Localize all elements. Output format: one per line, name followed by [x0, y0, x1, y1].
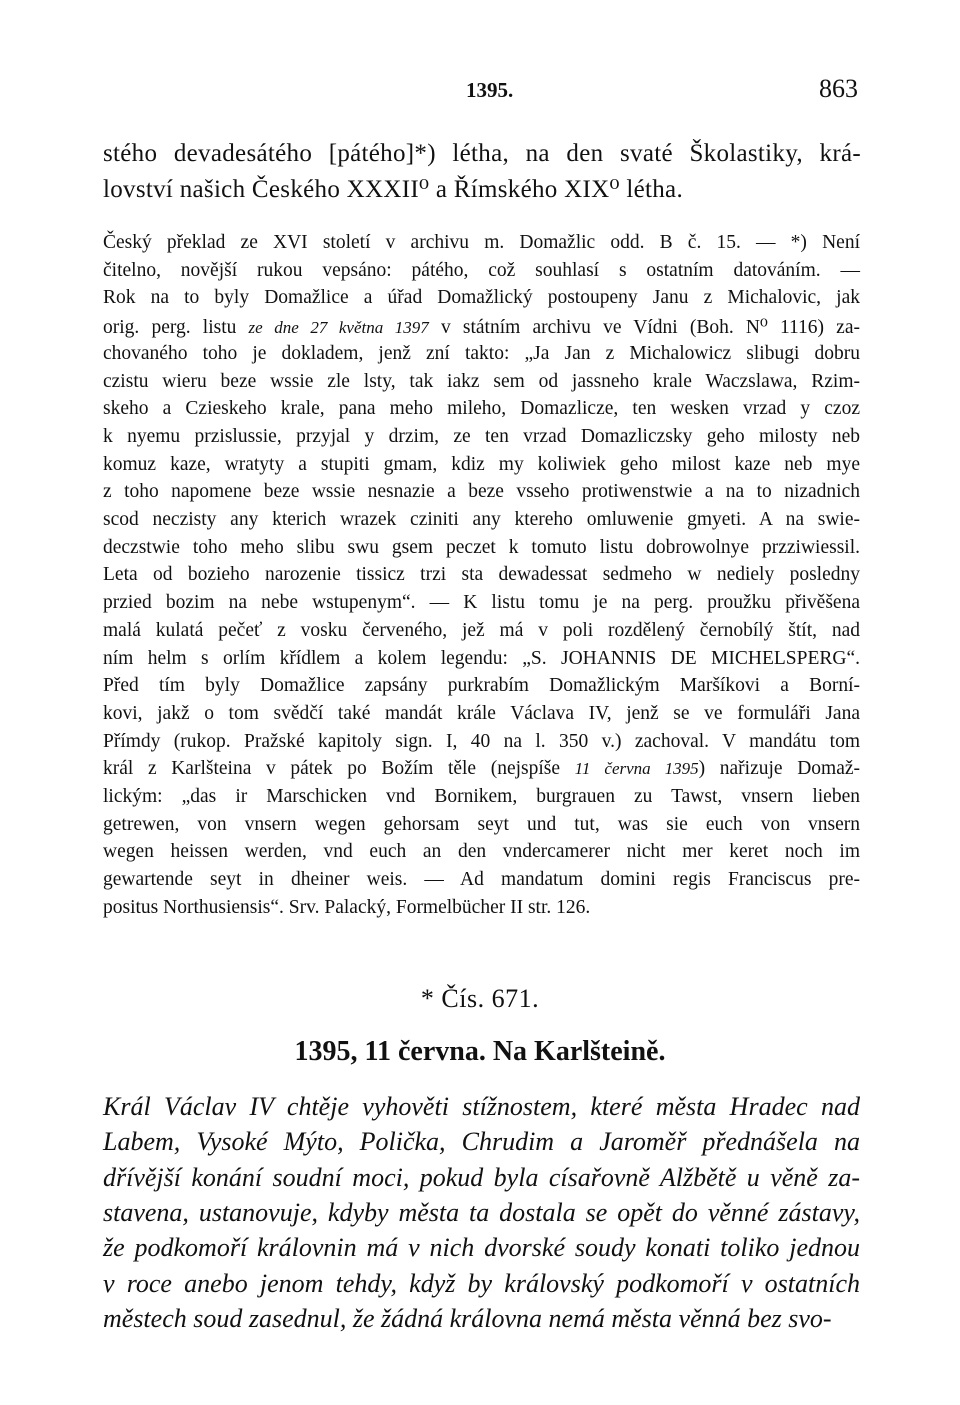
note-line: wegen heissen werden, vnd euch an den vndercamerer nicht mer keret noch im: [103, 841, 860, 863]
intro-line: lovství našich Českého XXXII⁰ a Římského XIX⁰ létha.: [103, 176, 683, 203]
note-line: Přímdy (rukop. Pražské kapitoly sign. I, 40 na l. 350 v.) zachoval. V mandátu tom: [103, 730, 860, 752]
note-line: deczstwie toho meho slibu swu gsem peczet k tomuto listu dobrowolnye przziwiessil.: [103, 536, 860, 558]
note-line: z toho napomene beze wssie nesnazie a beze vsseho protiwenstwie a na to nizadnich: [103, 481, 860, 503]
note-line: malá kulatá pečeť z vosku červeného, jež má v poli rozdělený černobílý štít, nad: [103, 619, 860, 641]
note-line: skeho a Czieskeho krale, pana meho mileho, Domazlicze, ten wesken vrzad y czoz: [103, 398, 860, 420]
document-number: * Čís. 671.: [420, 984, 540, 1013]
note-line: Leta od bozieho narozenie tissicz trzi sta dewadessat sedmeho w nediely posledny: [103, 564, 860, 586]
note-line: Český překlad ze XVI století v archivu m. Domažlic odd. B č. 15. — *) Není: [103, 232, 860, 253]
note-line: k nyemu przislussie, przyjal y drzim, ze ten vrzad Domazliczsky geho milosty neb: [103, 425, 860, 447]
note-line: positus Northusiensis“. Srv. Palacký, Formelbücher II str. 126.: [103, 896, 591, 918]
note-line: czistu wieru beze wssie zle lsty, tak iakz sem od jassneho krale Waczslawa, Rzim-: [103, 370, 860, 392]
regest-line: Labem, Vysoké Mýto, Polička, Chrudim a Jaroměř přednášela na: [103, 1127, 860, 1157]
note-line: čitelno, novější rukou vepsáno: pátého, což souhlasí s ostatním datováním. —: [103, 259, 860, 281]
intro-line: stého devadesátého [pátého]*) létha, na den svaté Školastiky, krá-: [103, 140, 861, 167]
note-line: Rok na to byly Domažlice a úřad Domažlický postoupeny Janu z Michalovic, jak: [103, 287, 860, 309]
note-line: orig. perg. listu ze dne 27 května 1397 v státním archivu ve Vídni (Boh. N⁰ 1116) za-: [103, 317, 860, 339]
italic-date: ze dne 27 května 1397: [248, 318, 429, 338]
note-line: Před tím byly Domažlice zapsány purkrabím Domažlickým Maršíkovi a Borní-: [103, 675, 860, 697]
running-header-year: 1395.: [466, 78, 514, 102]
note-line: lickým: „das ir Marschicken vnd Bornikem, burgrauen zu Tawst, vnsern lieben: [103, 786, 860, 807]
note-line: przied bozim na nebe wstupenym“. — K listu tomu je na perg. proužku přivěšena: [103, 592, 860, 614]
regest-line: stavena, ustanovuje, kdyby města ta dostala se opět do věnné zástavy,: [103, 1197, 860, 1227]
regest-line: dřívější konání soudní moci, pokud byla císařovně Alžbětě u věně za-: [103, 1162, 860, 1192]
regest-line: že podkomoří královnin má v nich dvorské soudy konati toliko jednou: [103, 1233, 860, 1263]
regest-line: v roce anebo jenom tehdy, když by královský podkomoří v ostatních: [103, 1268, 860, 1298]
note-line: gewartende seyt in dheiner weis. — Ad mandatum domini regis Franciscus pre-: [103, 869, 860, 891]
regest-line: městech soud zasednul, že žádná královna nemá města věnná bez svo-: [103, 1303, 832, 1333]
regest-line: Král Václav IV chtěje vyhověti stížnostem, které města Hradec nad: [103, 1092, 860, 1121]
note-line: getrewen, von vnsern wegen gehorsam seyt und tut, was sie euch von vnsern: [103, 813, 860, 835]
document-date-place: 1395, 11 června. Na Karlšteině.: [294, 1036, 666, 1067]
note-line: komuz kaze, wratyty a stupiti gmam, kdiz my koliwiek geho milost kaze neb mye: [103, 453, 860, 475]
note-line: scod neczisty any kterich wrazek cziniti any ktereho omluwenie gmyeti. A na swie-: [103, 509, 860, 530]
page-number: 863: [819, 74, 858, 103]
note-line: ním helm s orlím křídlem a kolem legendu: „S. JOHANNIS DE MICHELSPERG“.: [103, 647, 860, 669]
note-line: kovi, jakž o tom svědčí také mandát krále Václava IV, jenž se ve formuláři Jana: [103, 702, 860, 724]
note-line: chovaného toho je dokladem, jenž zní takto: „Ja Jan z Michalowicz slibugi dobru: [103, 342, 860, 364]
note-line: král z Karlšteina v pátek po Božím těle (nejspíše 11 června 1395) nařizuje Domaž-: [103, 758, 860, 780]
italic-date: 11 června 1395: [574, 759, 699, 779]
